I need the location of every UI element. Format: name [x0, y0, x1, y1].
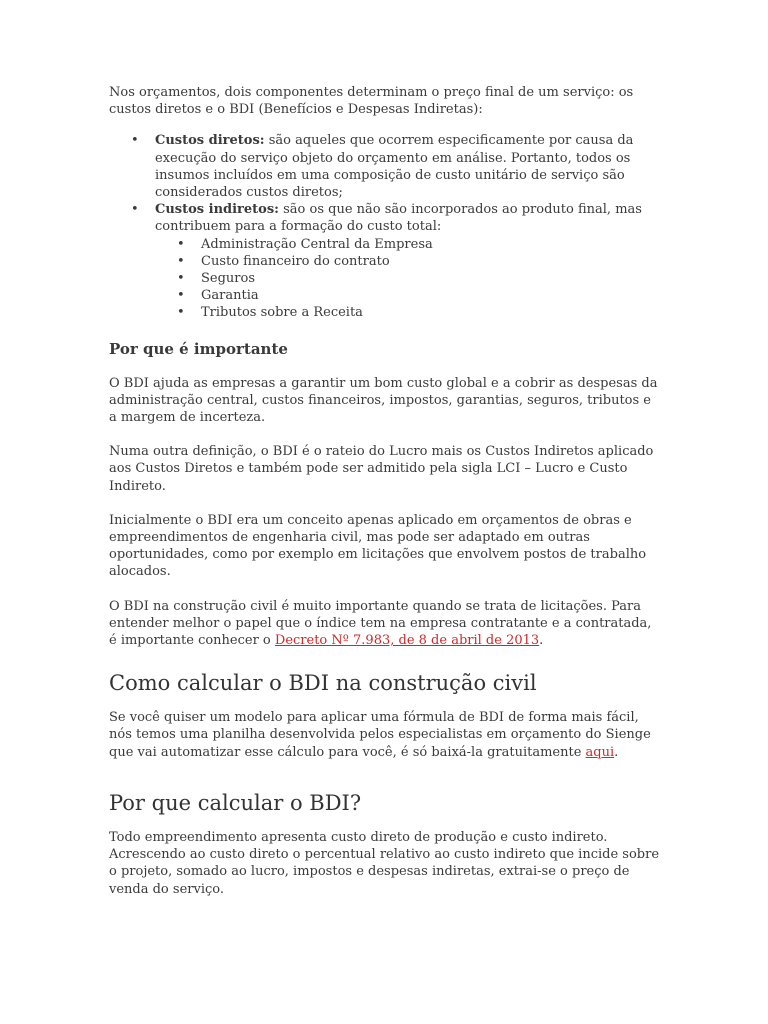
term-custos-diretos: Custos diretos: — [155, 133, 265, 149]
paragraph-decreto — [109, 598, 661, 650]
desc-custos-diretos: são aqueles que ocorrem especificamente por causa da execução do serviço objeto do orçamento em análise. Portanto, todos os insumos incluídos em uma composição de custo unitário de serviço são considerados custos diretos; — [155, 133, 634, 201]
sub-item: • Custo financeiro do contrato — [155, 253, 661, 270]
sub-item: • Administração Central da Empresa — [155, 236, 661, 253]
paragraph-text: . — [539, 633, 544, 649]
paragraph-text: . — [614, 744, 619, 760]
sub-item: • Tributos sobre a Receita — [155, 304, 661, 321]
download-link[interactable]: aqui — [585, 744, 615, 760]
list-item-custos-indiretos — [109, 201, 661, 321]
desc-custos-indiretos: são os que não são incorporados ao produto final, mas contribuem para a formação do custo total: — [155, 202, 642, 235]
sub-item: • Garantia — [155, 287, 661, 304]
paragraph-text: Se você quiser um modelo para aplicar uma fórmula de BDI de forma mais fácil, nós temos uma planilha desenvolvida pelos especialistas em orçamento do Sienge que vai automatizar esse cálculo para você, é só baixá-la gratuitamente — [109, 710, 651, 760]
paragraph: Numa outra definição, o BDI é o rateio do Lucro mais os Custos Indiretos aplicado aos Custos Diretos e também pode ser admitido pela sigla LCI – Lucro e Custo Indireto. — [109, 444, 654, 494]
intro-paragraph: Nos orçamentos, dois componentes determinam o preço final de um serviço: os custos diretos e o BDI (Benefícios e Despesas Indiretas): — [109, 85, 634, 118]
paragraph-text: O BDI na construção civil é muito importante quando se trata de licitações. Para entender melhor o papel que o índice tem na empresa contratante e a contratada, é importante conhecer o — [109, 598, 652, 649]
heading-por-que-importante: Por que é importante — [109, 339, 288, 358]
heading-como-calcular: Como calcular o BDI na construção civil — [109, 671, 537, 696]
paragraph: Inicialmente o BDI era um conceito apenas aplicado em orçamentos de obras e empreendimentos de engenharia civil, mas pode ser adaptado em outras oportunidades, como por exemplo em licitações que envolvem postos de trabalho alocados. — [109, 512, 647, 580]
paragraph: O BDI ajuda as empresas a garantir um bom custo global e a cobrir as despesas da administração central, custos financeiros, impostos, garantias, seguros, tributos e a margem de incerteza. — [109, 375, 658, 426]
decreto-link[interactable]: Decreto Nº 7.983, de 8 de abril de 2013 — [274, 633, 540, 649]
indirect-costs-sublist — [155, 236, 661, 322]
heading-por-que-calcular: Por que calcular o BDI? — [109, 790, 362, 815]
paragraph: Todo empreendimento apresenta custo direto de produção e custo indireto. Acrescendo ao custo direto o percentual relativo ao custo indireto que incide sobre o projeto, somado ao lucro, impostos e despesas indiretas, extrai-se o preço de venda do serviço. — [109, 829, 660, 897]
term-custos-indiretos: Custos indiretos: — [155, 202, 279, 218]
paragraph-planilha — [109, 709, 661, 761]
sub-item: • Seguros — [155, 270, 661, 287]
cost-types-list — [109, 132, 661, 321]
document-page — [109, 84, 661, 915]
list-item-custos-diretos — [109, 132, 661, 201]
